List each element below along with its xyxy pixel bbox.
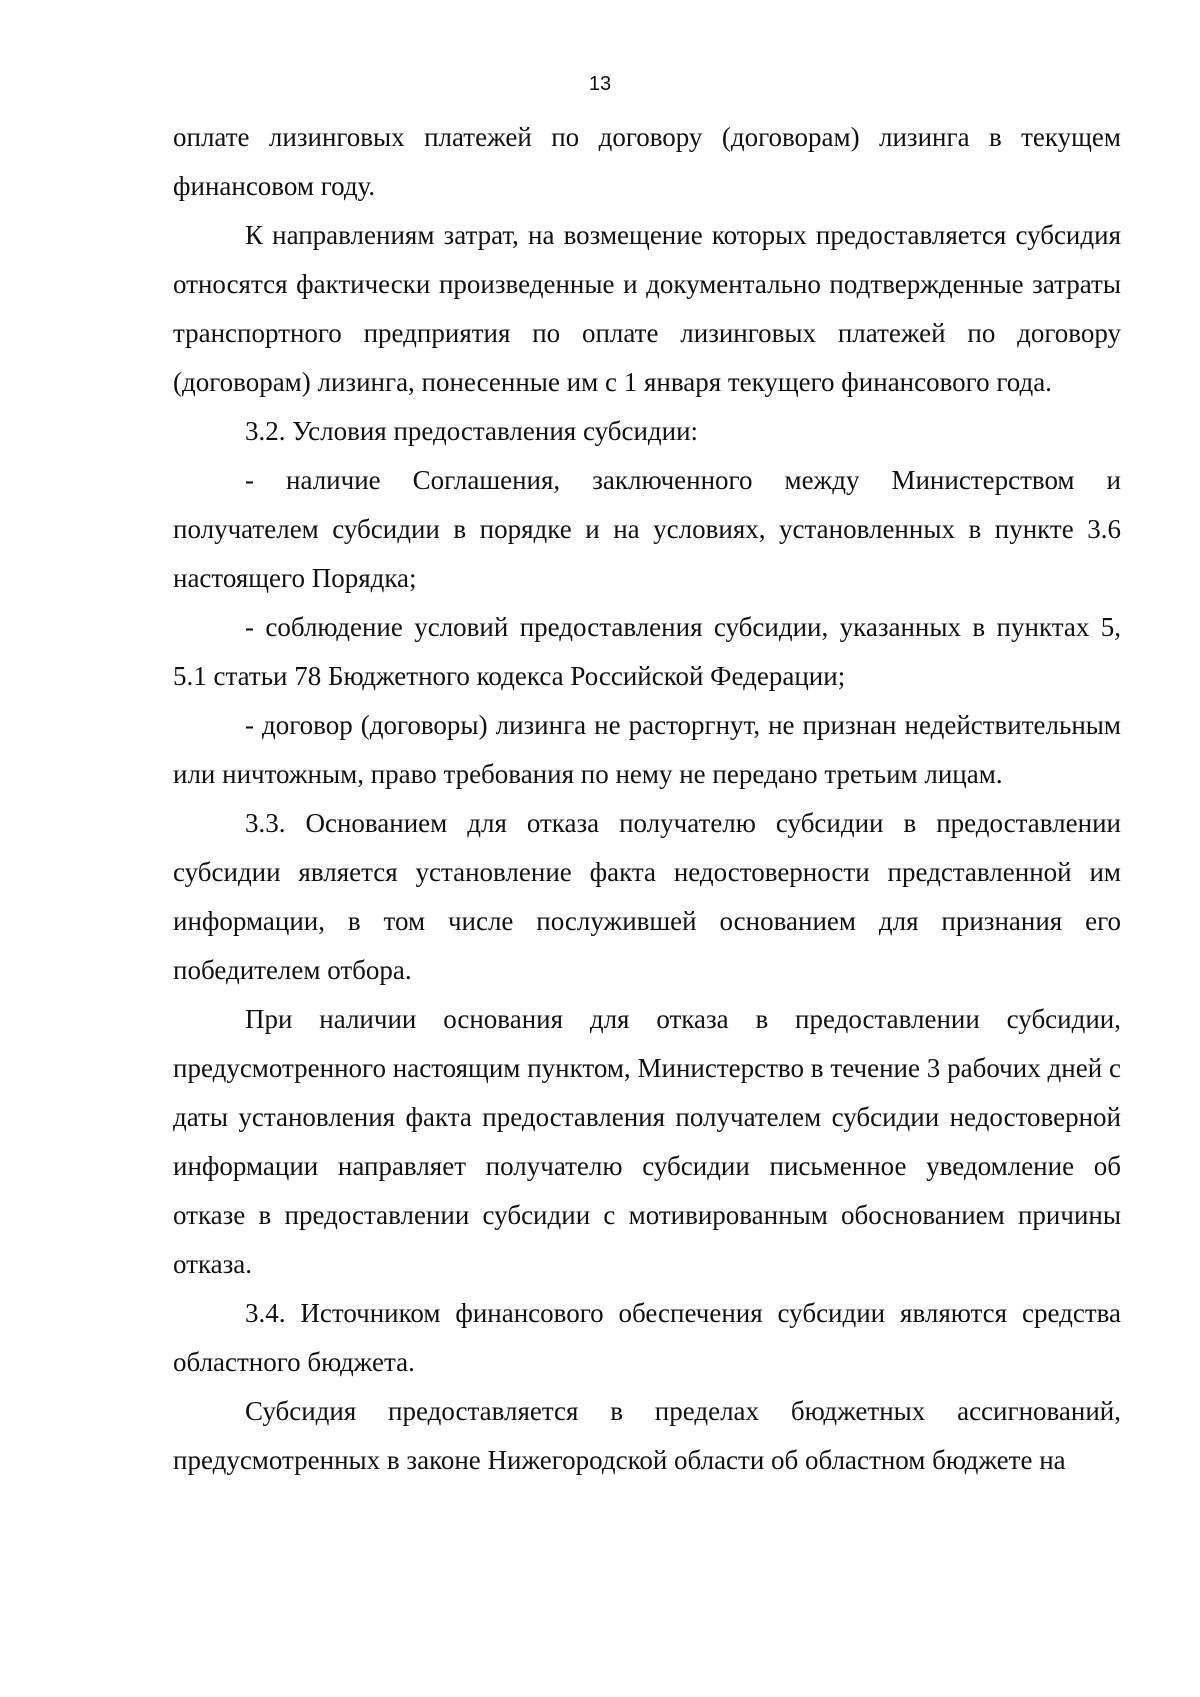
paragraph-budget-limits: Субсидия предоставляется в пределах бюджетных ассигнований, предусмотренных в законе Нижегородской области об областном бюджете на — [173, 1396, 1121, 1475]
section-heading-3-2: 3.2. Условия предоставления субсидии: — [245, 416, 699, 446]
page-number: 13 — [588, 73, 612, 95]
paragraph-continuation: оплате лизинговых платежей по договору (договорам) лизинга в текущем финансовом году. — [173, 122, 1121, 201]
list-item-leasing-contract: - договор (договоры) лизинга не расторгнут, не признан недействительным или ничтожным, право требования по нему не передано третьим лицам. — [173, 710, 1121, 789]
list-item-agreement: - наличие Соглашения, заключенного между Министерством и получателем субсидии в порядке и на условиях, установленных в пункте 3.6 настоящего Порядка; — [173, 465, 1121, 593]
section-3-4: 3.4. Источником финансового обеспечения субсидии являются средства областного бюджета. — [173, 1298, 1121, 1377]
list-item-budget-code: - соблюдение условий предоставления субсидии, указанных в пунктах 5, 5.1 статьи 78 Бюджетного кодекса Российской Федерации; — [173, 612, 1121, 691]
paragraph-cost-directions: К направлениям затрат, на возмещение которых предоставляется субсидия относятся фактически произведенные и документально подтвержденные затраты транспортного предприятия по оплате лизинговых платежей по договору (договорам) лизинга, понесенные им с 1 января текущего финансового года. — [173, 220, 1121, 397]
document-body — [173, 113, 1121, 1485]
section-3-3: 3.3. Основанием для отказа получателю субсидии в предоставлении субсидии является установление факта недостоверности представленной им информации, в том числе послужившей основанием для признания его победителем отбора. — [173, 808, 1121, 985]
paragraph-refusal-notice: При наличии основания для отказа в предоставлении субсидии, предусмотренного настоящим пунктом, Министерство в течение 3 рабочих дней с даты установления факта предоставления получателем субсидии недостоверной информации направляет получателю субсидии письменное уведомление об отказе в предоставлении субсидии с мотивированным обоснованием причины отказа. — [173, 1004, 1121, 1279]
